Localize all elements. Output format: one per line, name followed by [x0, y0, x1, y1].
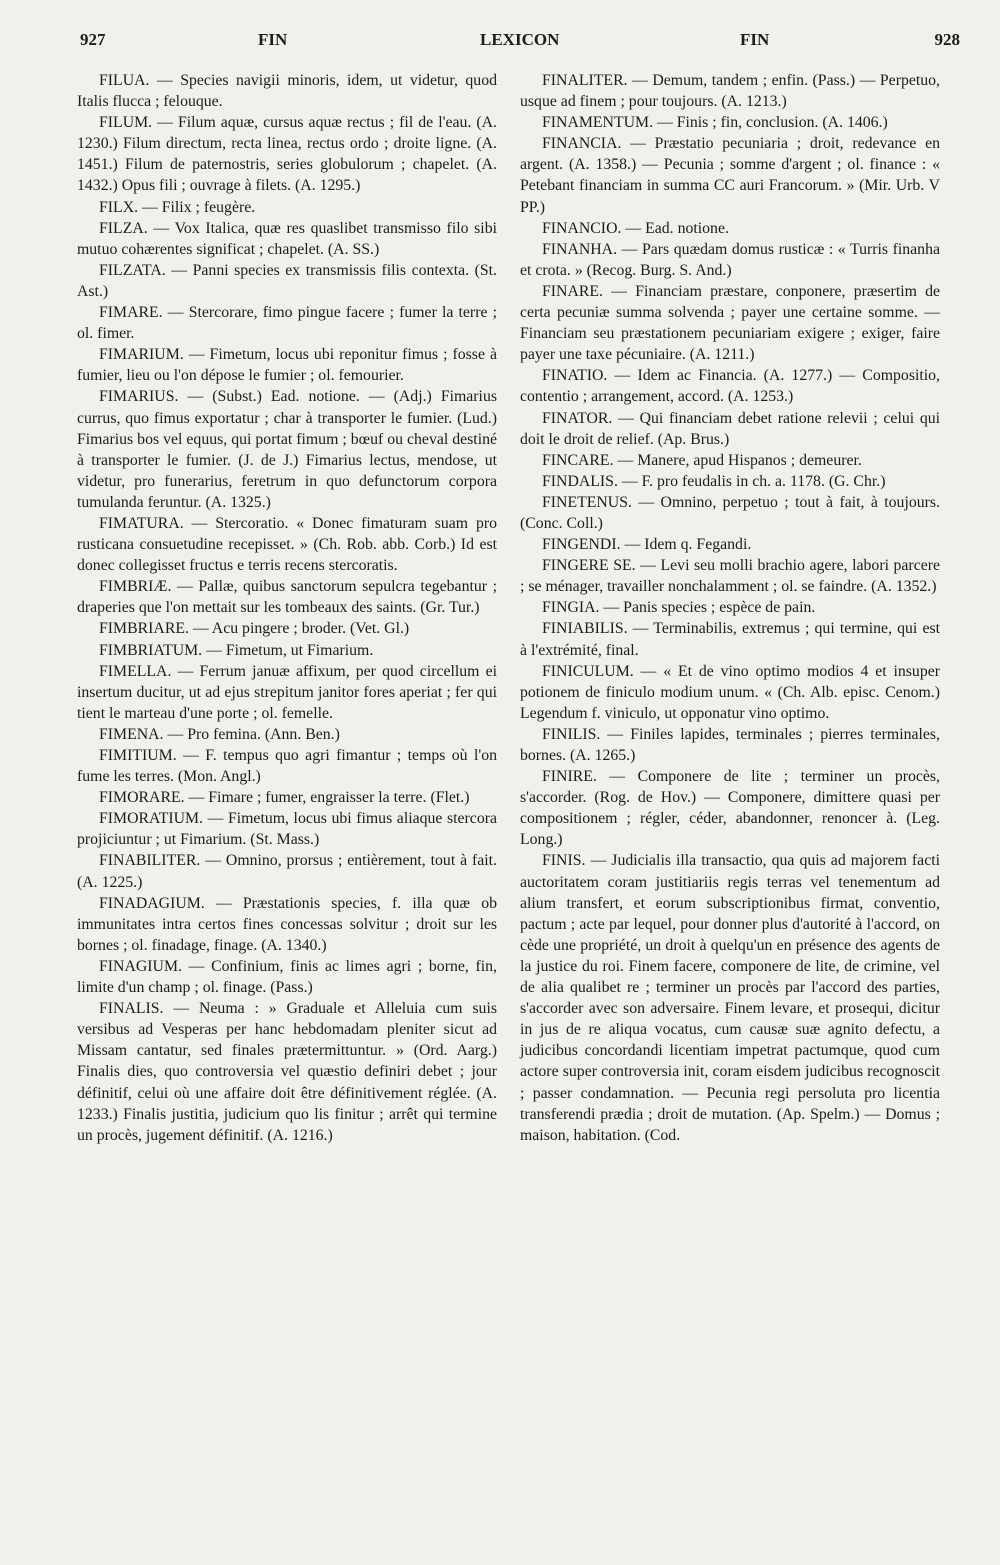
entry-fimorare: FIMORARE. — Fimare ; fumer, engraisser la terre. (Flet.) [99, 789, 470, 807]
entry-financia: FINANCIA. — Præstatio pecuniaria ; droit, redevance en argent. (A. 1358.) — Pecunia ; somme d'argent ; ol. finance : « Petebant financiam in summa CC auri Francorum. » (Mir. Urb. V PP.) [520, 135, 940, 216]
entry-fimarius: FIMARIUS. — (Subst.) Ead. notione. — (Adj.) Fimarius currus, quo fimus exportatur ; char à transporter le fumier. (Lud.) Fimarius bos vel equus, qui portat fimum ; bœuf ou cheval destiné à transporter le fumier. (J. de J.) Fimarius lectus, mendose, ut videtur, pro funerarius, feretrum in quo defunctorum corpora tumulanda feruntur. (A. 1325.) [77, 388, 497, 511]
entry-fingendi: FINGENDI. — Idem q. Fegandi. [542, 536, 752, 554]
entry-financio: FINANCIO. — Ead. notione. [542, 219, 729, 237]
entry-fimare: FIMARE. — Stercorare, fimo pingue facere ; fumer la terre ; ol. fimer. [77, 304, 497, 343]
entry-finare: FINARE. — Financiam præstare, conponere, præsertim de certa pecuniæ summa solvenda ; payer une certaine somme. — Financiam seu præstationem pecuniariam exigere ; exiger, faire payer une taxe pécuniaire. (A. 1211.) [520, 282, 940, 364]
running-head-center: LEXICON [480, 30, 560, 49]
running-head-right: FIN [740, 30, 770, 49]
entry-fimella: FIMELLA. — Ferrum januæ affixum, per quod circellum ei insertum ducitur, ut ad ejus strepitum janitor fores aperiat ; fer qui tient le marteau d'une porte ; ol. femelle. [77, 662, 497, 722]
entry-finaliter: FINALITER. — Demum, tandem ; enfin. (Pass.) — Perpetuo, usque ad finem ; pour toujours. (A. 1213.) [520, 72, 940, 111]
entry-fingere-se: FINGERE SE. — Levi seu molli brachio agere, labori parcere ; se ménager, travailler nonchalamment ; ol. se faindre. (A. 1352.) [520, 557, 940, 596]
entry-finadagium: FINADAGIUM. — Præstationis species, f. illa quæ ob immunitates intra certos fines concessas solvitur ; droit sur les bornes ; ol. finadage, finage. (A. 1340.) [77, 894, 497, 954]
entry-fingia: FINGIA. — Panis species ; espèce de pain. [542, 599, 816, 617]
page-number-right: 928 [934, 30, 960, 49]
entry-fimatura: FIMATURA. — Stercoratio. « Donec fimaturam suam pro rusticana consuetudine recepisset. » (Ch. Rob. abb. Corb.) Id est donec collegisset fructus e terris recens stercoratis. [77, 514, 497, 575]
entry-fimoratium: FIMORATIUM. — Fimetum, locus ubi fimus aliaque stercora projiciuntur ; ut Fimarium. (St. Mass.) [77, 810, 497, 849]
entry-finatio: FINATIO. — Idem ac Financia. (A. 1277.) — Compositio, contentio ; arrangement, accord. (A. 1253.) [520, 367, 940, 406]
entry-finetenus: FINETENUS. — Omnino, perpetuo ; tout à fait, à toujours. (Conc. Coll.) [520, 493, 940, 532]
entry-finagium: FINAGIUM. — Confinium, finis ac limes agri ; borne, fin, limite d'un champ ; ol. finage. (Pass.) [77, 957, 497, 997]
entry-filzata: FILZATA. — Panni species ex transmissis filis contexta. (St. Ast.) [77, 261, 497, 300]
entry-fimbriatum: FIMBRIATUM. — Fimetum, ut Fimarium. [99, 641, 374, 659]
entry-fimbriae: FIMBRIÆ. — Pallæ, quibus sanctorum sepulcra tegebantur ; draperies que l'on mettait sur les tombeaux des saints. (Gr. Tur.) [77, 578, 497, 617]
entry-fimena: FIMENA. — Pro femina. (Ann. Ben.) [99, 725, 340, 743]
entry-fimbriare: FIMBRIARE. — Acu pingere ; broder. (Vet. Gl.) [99, 620, 410, 638]
entry-finiabilis: FINIABILIS. — Terminabilis, extremus ; qui termine, qui est à l'extrémité, final. [520, 620, 940, 659]
entry-filza: FILZA. — Vox Italica, quæ res quaslibet transmisso filo sibi mutuo cohærentes significat ; chapelet. (A. SS.) [77, 219, 497, 258]
entry-fimarium: FIMARIUM. — Fimetum, locus ubi reponitur fimus ; fosse à fumier, lieu ou l'on dépose le fumier ; ol. femourier. [77, 346, 497, 385]
entry-finalis: FINALIS. — Neuma : » Graduale et Alleluia cum suis versibus ad Vesperas per hanc hebdomadam pleniter sicut ad Missam cantatur, sed finales prætermittuntur. » (Ord. Aarg.) Finalis dies, quo controversia vel quæstio definiri debet ; jour définitif, celui où une affaire doit être définitivement réglée. (A. 1233.) Finalis justitia, judicium quo lis finitur ; arrêt qui termine un procès, jugement définitif. (A. 1216.) [77, 1000, 497, 1144]
right-column [520, 70, 940, 1146]
running-head-left: FIN [258, 30, 288, 49]
entry-finamentum: FINAMENTUM. — Finis ; fin, conclusion. (A. 1406.) [542, 114, 888, 132]
entry-fimitium: FIMITIUM. — F. tempus quo agri fimantur ; temps où l'on fume les terres. (Mon. Angl.) [77, 747, 497, 786]
entry-finiculum: FINICULUM. — « Et de vino optimo modios 4 et insuper potionem de finiculo modium unum. « (Ch. Alb. episc. Cenom.) Legendum f. viniculo, ut opponatur vino optimo. [520, 662, 940, 722]
entry-finanha: FINANHA. — Pars quædam domus rusticæ : « Turris finanha et crota. » (Recog. Burg. S. And.) [520, 240, 940, 279]
page-number-left: 927 [80, 30, 106, 49]
entry-filua: FILUA. — Species navigii minoris, idem, ut videtur, quod Italis flucca ; felouque. [77, 72, 497, 111]
entry-finis: FINIS. — Judicialis illa transactio, qua quis ad majorem facti auctoritatem coram justitiariis regis terras vel tenementum ad alium transfert, et eorum subscriptionibus firmat, conventio, pactum ; acte par lequel, pour donner plus d'autorité à l'accord, on cède une propriété, un droit à quelqu'un en présence des agents de la justice du roi. Finem facere, componere de lite, de crimine, vel de alia qualibet re ; terminer un procès par l'accord des parties, s'accorder avec son adversaire. Finem levare, et prosequi, dicitur in jus de re aliqua vocatus, cum causæ suæ agnito defectu, a judicibus concordandi licentiam impetrat pactumque, quod cum actore super controversia init, coram eisdem judicibus recognoscit ; passer condamnation. — Pecunia regi persoluta pro licentia transferendi prædia ; droit de mutation. (Ap. Spelm.) — Domus ; maison, habitation. (Cod. [520, 852, 940, 1144]
entry-findalis: FINDALIS. — F. pro feudalis in ch. a. 1178. (G. Chr.) [542, 472, 886, 490]
entry-finabiliter: FINABILITER. — Omnino, prorsus ; entièrement, tout à fait. (A. 1225.) [77, 852, 497, 891]
running-header [80, 30, 960, 66]
left-column [77, 70, 497, 1146]
entry-finator: FINATOR. — Qui financiam debet ratione relevii ; celui qui doit le droit de relief. (Ap. Brus.) [520, 409, 940, 448]
entry-filum: FILUM. — Filum aquæ, cursus aquæ rectus ; fil de l'eau. (A. 1230.) Filum directum, recta linea, rectus ordo ; droite ligne. (A. 1451.) Filum de paternostris, series globulorum ; chapelet. (A. 1432.) Opus fili ; ouvrage à filets. (A. 1295.) [77, 114, 497, 195]
entry-fincare: FINCARE. — Manere, apud Hispanos ; demeurer. [542, 451, 862, 469]
entry-finilis: FINILIS. — Finiles lapides, terminales ; pierres terminales, bornes. (A. 1265.) [520, 725, 940, 764]
entry-finire: FINIRE. — Componere de lite ; terminer un procès, s'accorder. (Rog. de Hov.) — Componere, dimittere quasi per compositionem ; régler, céder, abandonner, renoncer à. (Leg. Long.) [520, 768, 940, 849]
entry-filx: FILX. — Filix ; feugère. [99, 198, 256, 216]
